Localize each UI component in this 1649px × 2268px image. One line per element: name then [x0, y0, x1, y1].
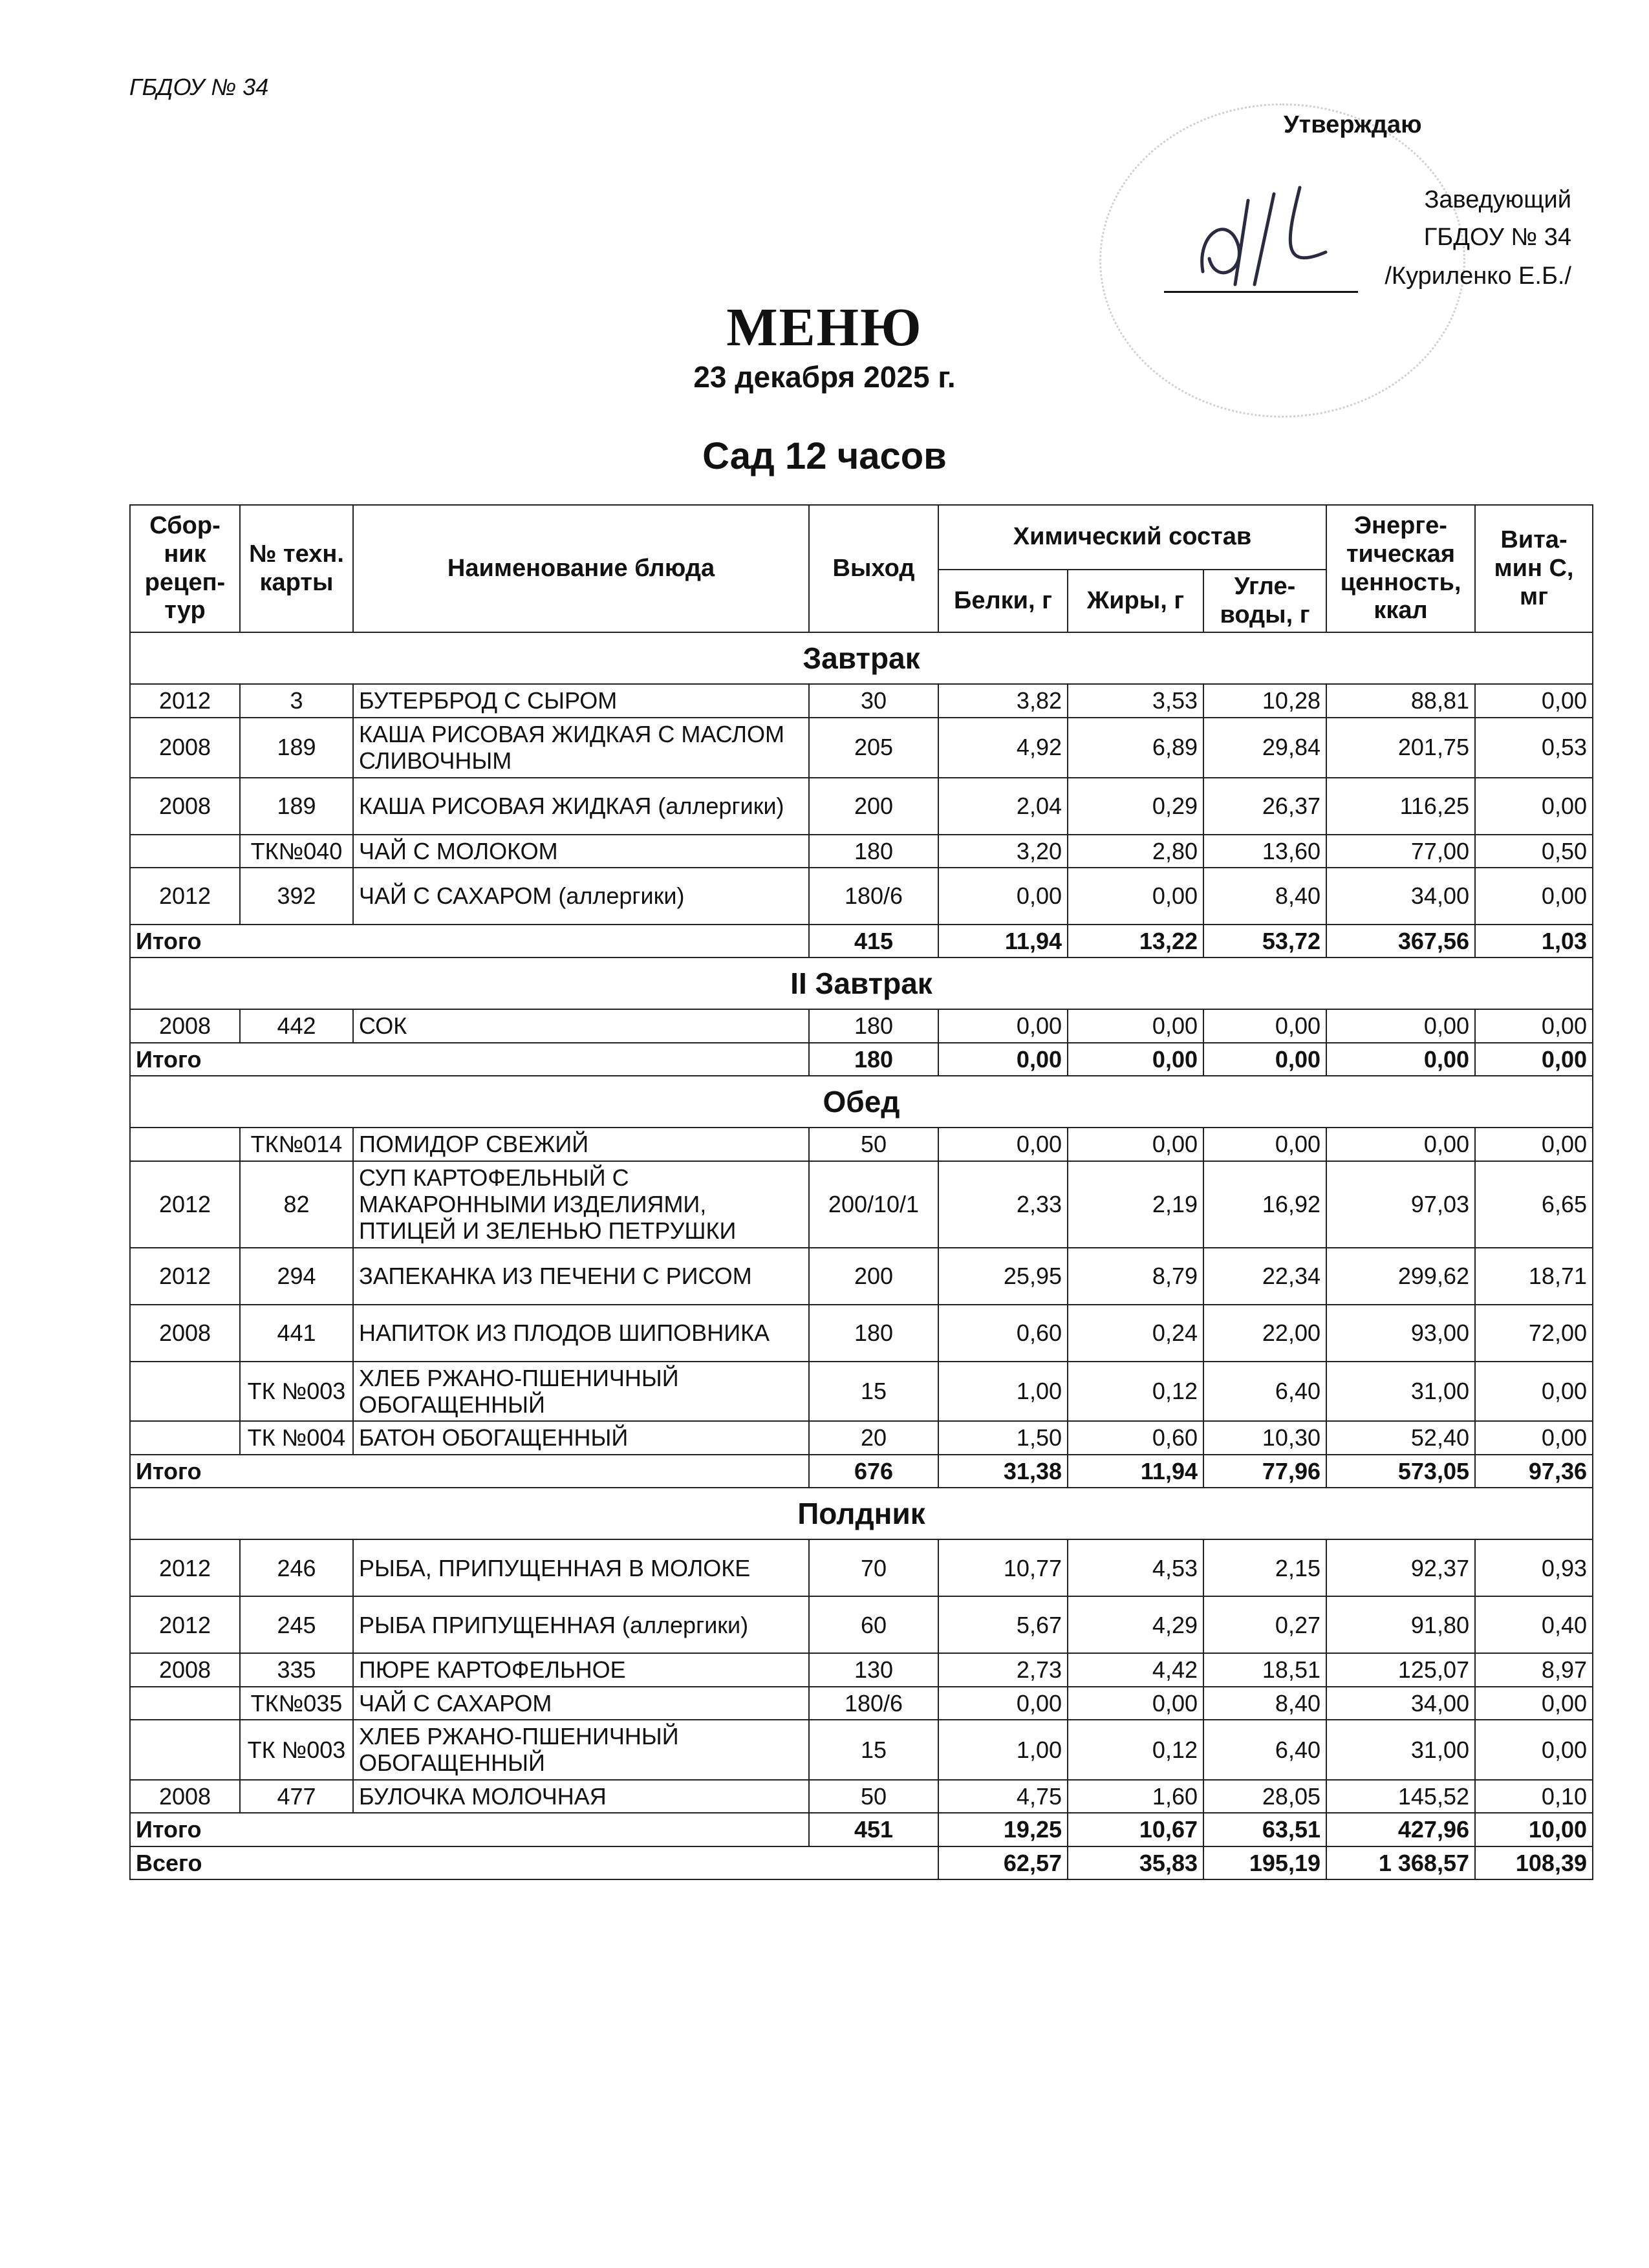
- output-value: 205: [809, 718, 938, 778]
- proteins-value: 0,00: [938, 868, 1068, 925]
- fats-value: 0,00: [1068, 1687, 1203, 1720]
- vitamin-value: 0,10: [1475, 1780, 1593, 1813]
- energy-value: 0,00: [1326, 1009, 1475, 1042]
- fats-value: 0,00: [1068, 1009, 1203, 1042]
- table-row: [130, 1596, 1593, 1653]
- energy-value: 145,52: [1326, 1780, 1475, 1813]
- tech-card: 245: [240, 1596, 353, 1653]
- recipe-collection: 2008: [130, 1009, 240, 1042]
- table-row: [130, 1720, 1593, 1780]
- grand-total-carbs: 195,19: [1203, 1846, 1326, 1879]
- total-label: Итого: [130, 925, 809, 957]
- signature: [1177, 175, 1371, 304]
- fats-value: 0,12: [1068, 1362, 1203, 1422]
- carbs-value: 22,00: [1203, 1305, 1326, 1362]
- total-vitamin: 1,03: [1475, 925, 1593, 957]
- total-label: Итого: [130, 1455, 809, 1488]
- section-title: Завтрак: [130, 632, 1593, 684]
- section-total-row: [130, 1043, 1593, 1076]
- proteins-value: 3,20: [938, 835, 1068, 868]
- tech-card: ТК №004: [240, 1421, 353, 1454]
- total-proteins: 0,00: [938, 1043, 1068, 1076]
- total-output: 451: [809, 1813, 938, 1846]
- tech-card: ТК№035: [240, 1687, 353, 1720]
- carbs-value: 13,60: [1203, 835, 1326, 868]
- menu-date: 23 декабря 2025 г.: [693, 360, 956, 394]
- tech-card: ТК №003: [240, 1362, 353, 1422]
- recipe-collection: 2012: [130, 1161, 240, 1248]
- proteins-value: 2,33: [938, 1161, 1068, 1248]
- dish-name: КАША РИСОВАЯ ЖИДКАЯ (аллергики): [353, 778, 809, 835]
- tech-card: 392: [240, 868, 353, 925]
- signature-line: [1164, 291, 1358, 293]
- total-output: 180: [809, 1043, 938, 1076]
- header-vitamin-c: Вита- мин С, мг: [1475, 505, 1593, 632]
- table-row: [130, 684, 1593, 717]
- output-value: 15: [809, 1720, 938, 1780]
- section-total-row: [130, 1455, 1593, 1488]
- output-value: 30: [809, 684, 938, 717]
- vitamin-value: 0,00: [1475, 1421, 1593, 1454]
- carbs-value: 8,40: [1203, 868, 1326, 925]
- table-row: [130, 1161, 1593, 1248]
- output-value: 180: [809, 1305, 938, 1362]
- total-output: 415: [809, 925, 938, 957]
- energy-value: 31,00: [1326, 1362, 1475, 1422]
- tech-card: 477: [240, 1780, 353, 1813]
- output-value: 50: [809, 1780, 938, 1813]
- energy-value: 91,80: [1326, 1596, 1475, 1653]
- proteins-value: 0,60: [938, 1305, 1068, 1362]
- energy-value: 93,00: [1326, 1305, 1475, 1362]
- fats-value: 2,80: [1068, 835, 1203, 868]
- dish-name: ХЛЕБ РЖАНО-ПШЕНИЧНЫЙ ОБОГАЩЕННЫЙ: [353, 1720, 809, 1780]
- vitamin-value: 0,53: [1475, 718, 1593, 778]
- output-value: 50: [809, 1128, 938, 1161]
- vitamin-value: 6,65: [1475, 1161, 1593, 1248]
- header-proteins: Белки, г: [938, 570, 1068, 632]
- fats-value: 6,89: [1068, 718, 1203, 778]
- header-dish-name: Наименование блюда: [353, 505, 809, 632]
- vitamin-value: 18,71: [1475, 1248, 1593, 1305]
- carbs-value: 26,37: [1203, 778, 1326, 835]
- recipe-collection: 2012: [130, 868, 240, 925]
- vitamin-value: 0,00: [1475, 1009, 1593, 1042]
- table-row: [130, 1653, 1593, 1686]
- page-title: МЕНЮ: [726, 297, 923, 358]
- total-proteins: 31,38: [938, 1455, 1068, 1488]
- grand-total-proteins: 62,57: [938, 1846, 1068, 1879]
- output-value: 15: [809, 1362, 938, 1422]
- tech-card: 442: [240, 1009, 353, 1042]
- section-title: Обед: [130, 1076, 1593, 1128]
- vitamin-value: 0,00: [1475, 1362, 1593, 1422]
- table-row: [130, 1128, 1593, 1161]
- proteins-value: 25,95: [938, 1248, 1068, 1305]
- carbs-value: 8,40: [1203, 1687, 1326, 1720]
- tech-card: ТК №003: [240, 1720, 353, 1780]
- section-row: [130, 632, 1593, 684]
- energy-value: 0,00: [1326, 1128, 1475, 1161]
- proteins-value: 10,77: [938, 1539, 1068, 1596]
- vitamin-value: 0,50: [1475, 835, 1593, 868]
- section-title: II Завтрак: [130, 957, 1593, 1009]
- tech-card: 189: [240, 778, 353, 835]
- carbs-value: 6,40: [1203, 1720, 1326, 1780]
- total-label: Итого: [130, 1043, 809, 1076]
- header-chemical-composition: Химический состав: [938, 505, 1326, 570]
- tech-card: ТК№040: [240, 835, 353, 868]
- output-value: 200: [809, 1248, 938, 1305]
- dish-name: РЫБА, ПРИПУЩЕННАЯ В МОЛОКЕ: [353, 1539, 809, 1596]
- energy-value: 31,00: [1326, 1720, 1475, 1780]
- section-title: Полдник: [130, 1488, 1593, 1539]
- tech-card: 3: [240, 684, 353, 717]
- recipe-collection: 2012: [130, 684, 240, 717]
- header-output: Выход: [809, 505, 938, 632]
- vitamin-value: 72,00: [1475, 1305, 1593, 1362]
- output-value: 180: [809, 835, 938, 868]
- dish-name: БУЛОЧКА МОЛОЧНАЯ: [353, 1780, 809, 1813]
- energy-value: 299,62: [1326, 1248, 1475, 1305]
- dish-name: ЧАЙ С МОЛОКОМ: [353, 835, 809, 868]
- table-row: [130, 718, 1593, 778]
- carbs-value: 0,00: [1203, 1009, 1326, 1042]
- carbs-value: 0,00: [1203, 1128, 1326, 1161]
- dish-name: НАПИТОК ИЗ ПЛОДОВ ШИПОВНИКА: [353, 1305, 809, 1362]
- vitamin-value: 0,00: [1475, 778, 1593, 835]
- total-output: 676: [809, 1455, 938, 1488]
- carbs-value: 10,30: [1203, 1421, 1326, 1454]
- grand-total-vitamin: 108,39: [1475, 1846, 1593, 1879]
- header-collection: Сбор- ник рецеп- тур: [130, 505, 240, 632]
- proteins-value: 4,92: [938, 718, 1068, 778]
- dish-name: ЧАЙ С САХАРОМ (аллергики): [353, 868, 809, 925]
- energy-value: 34,00: [1326, 1687, 1475, 1720]
- dish-name: ПОМИДОР СВЕЖИЙ: [353, 1128, 809, 1161]
- vitamin-value: 0,00: [1475, 1687, 1593, 1720]
- dish-name: ЧАЙ С САХАРОМ: [353, 1687, 809, 1720]
- table-row: [130, 1248, 1593, 1305]
- vitamin-value: 0,40: [1475, 1596, 1593, 1653]
- dish-name: СОК: [353, 1009, 809, 1042]
- recipe-collection: 2008: [130, 778, 240, 835]
- energy-value: 125,07: [1326, 1653, 1475, 1686]
- carbs-value: 28,05: [1203, 1780, 1326, 1813]
- proteins-value: 1,00: [938, 1362, 1068, 1422]
- table-row: [130, 868, 1593, 925]
- recipe-collection: 2008: [130, 1780, 240, 1813]
- table-row: [130, 1009, 1593, 1042]
- menu-table: [129, 504, 1593, 1880]
- proteins-value: 4,75: [938, 1780, 1068, 1813]
- organization-label: ГБДОУ № 34: [129, 74, 269, 100]
- header-fats: Жиры, г: [1068, 570, 1203, 632]
- total-energy: 427,96: [1326, 1813, 1475, 1846]
- table-row: [130, 778, 1593, 835]
- approve-signer-name: /Куриленко Е.Б./: [1385, 262, 1571, 290]
- proteins-value: 1,50: [938, 1421, 1068, 1454]
- fats-value: 4,42: [1068, 1653, 1203, 1686]
- fats-value: 0,24: [1068, 1305, 1203, 1362]
- total-energy: 367,56: [1326, 925, 1475, 957]
- proteins-value: 3,82: [938, 684, 1068, 717]
- tech-card: 189: [240, 718, 353, 778]
- energy-value: 52,40: [1326, 1421, 1475, 1454]
- grand-total-fats: 35,83: [1068, 1846, 1203, 1879]
- vitamin-value: 0,93: [1475, 1539, 1593, 1596]
- recipe-collection: 2008: [130, 1305, 240, 1362]
- header-carbs: Угле- воды, г: [1203, 570, 1326, 632]
- approve-organization: ГБДОУ № 34: [1423, 224, 1571, 251]
- total-proteins: 11,94: [938, 925, 1068, 957]
- table-row: [130, 1421, 1593, 1454]
- fats-value: 0,60: [1068, 1421, 1203, 1454]
- total-vitamin: 10,00: [1475, 1813, 1593, 1846]
- group-title: Сад 12 часов: [702, 435, 947, 477]
- output-value: 180/6: [809, 1687, 938, 1720]
- energy-value: 88,81: [1326, 684, 1475, 717]
- recipe-collection: [130, 1421, 240, 1454]
- total-vitamin: 0,00: [1475, 1043, 1593, 1076]
- total-fats: 11,94: [1068, 1455, 1203, 1488]
- proteins-value: 0,00: [938, 1128, 1068, 1161]
- fats-value: 0,00: [1068, 1128, 1203, 1161]
- carbs-value: 16,92: [1203, 1161, 1326, 1248]
- section-row: [130, 1488, 1593, 1539]
- dish-name: КАША РИСОВАЯ ЖИДКАЯ С МАСЛОМ СЛИВОЧНЫМ: [353, 718, 809, 778]
- total-proteins: 19,25: [938, 1813, 1068, 1846]
- carbs-value: 18,51: [1203, 1653, 1326, 1686]
- energy-value: 77,00: [1326, 835, 1475, 868]
- energy-value: 34,00: [1326, 868, 1475, 925]
- table-row: [130, 1305, 1593, 1362]
- fats-value: 1,60: [1068, 1780, 1203, 1813]
- carbs-value: 6,40: [1203, 1362, 1326, 1422]
- total-fats: 13,22: [1068, 925, 1203, 957]
- fats-value: 3,53: [1068, 684, 1203, 717]
- total-carbs: 63,51: [1203, 1813, 1326, 1846]
- fats-value: 0,00: [1068, 868, 1203, 925]
- vitamin-value: 0,00: [1475, 684, 1593, 717]
- header-energy: Энерге- тическая ценность, ккал: [1326, 505, 1475, 632]
- recipe-collection: [130, 1362, 240, 1422]
- dish-name: БУТЕРБРОД С СЫРОМ: [353, 684, 809, 717]
- header-tech-card: № техн. карты: [240, 505, 353, 632]
- proteins-value: 0,00: [938, 1687, 1068, 1720]
- section-total-row: [130, 925, 1593, 957]
- section-row: [130, 1076, 1593, 1128]
- recipe-collection: [130, 1720, 240, 1780]
- fats-value: 4,53: [1068, 1539, 1203, 1596]
- output-value: 70: [809, 1539, 938, 1596]
- vitamin-value: 0,00: [1475, 1720, 1593, 1780]
- output-value: 200: [809, 778, 938, 835]
- total-energy: 573,05: [1326, 1455, 1475, 1488]
- total-label: Итого: [130, 1813, 809, 1846]
- carbs-value: 0,27: [1203, 1596, 1326, 1653]
- fats-value: 4,29: [1068, 1596, 1203, 1653]
- total-fats: 10,67: [1068, 1813, 1203, 1846]
- output-value: 20: [809, 1421, 938, 1454]
- tech-card: 441: [240, 1305, 353, 1362]
- fats-value: 2,19: [1068, 1161, 1203, 1248]
- dish-name: СУП КАРТОФЕЛЬНЫЙ С МАКАРОННЫМИ ИЗДЕЛИЯМИ, ПТИЦЕЙ И ЗЕЛЕНЬЮ ПЕТРУШКИ: [353, 1161, 809, 1248]
- dish-name: ЗАПЕКАНКА ИЗ ПЕЧЕНИ С РИСОМ: [353, 1248, 809, 1305]
- approve-title: Утверждаю: [1284, 111, 1422, 138]
- approve-position: Заведующий: [1424, 186, 1571, 213]
- total-vitamin: 97,36: [1475, 1455, 1593, 1488]
- carbs-value: 22,34: [1203, 1248, 1326, 1305]
- tech-card: 82: [240, 1161, 353, 1248]
- output-value: 200/10/1: [809, 1161, 938, 1248]
- recipe-collection: [130, 1687, 240, 1720]
- table-row: [130, 1780, 1593, 1813]
- table-row: [130, 1362, 1593, 1422]
- total-carbs: 77,96: [1203, 1455, 1326, 1488]
- recipe-collection: 2008: [130, 1653, 240, 1686]
- output-value: 130: [809, 1653, 938, 1686]
- dish-name: ХЛЕБ РЖАНО-ПШЕНИЧНЫЙ ОБОГАЩЕННЫЙ: [353, 1362, 809, 1422]
- grand-total-label: Всего: [130, 1846, 938, 1879]
- proteins-value: 5,67: [938, 1596, 1068, 1653]
- fats-value: 0,29: [1068, 778, 1203, 835]
- dish-name: ПЮРЕ КАРТОФЕЛЬНОЕ: [353, 1653, 809, 1686]
- section-total-row: [130, 1813, 1593, 1846]
- recipe-collection: 2012: [130, 1539, 240, 1596]
- proteins-value: 1,00: [938, 1720, 1068, 1780]
- section-row: [130, 957, 1593, 1009]
- vitamin-value: 0,00: [1475, 868, 1593, 925]
- energy-value: 92,37: [1326, 1539, 1475, 1596]
- dish-name: РЫБА ПРИПУЩЕННАЯ (аллергики): [353, 1596, 809, 1653]
- dish-name: БАТОН ОБОГАЩЕННЫЙ: [353, 1421, 809, 1454]
- output-value: 180/6: [809, 868, 938, 925]
- tech-card: 335: [240, 1653, 353, 1686]
- fats-value: 0,12: [1068, 1720, 1203, 1780]
- recipe-collection: [130, 835, 240, 868]
- energy-value: 97,03: [1326, 1161, 1475, 1248]
- total-energy: 0,00: [1326, 1043, 1475, 1076]
- vitamin-value: 0,00: [1475, 1128, 1593, 1161]
- recipe-collection: 2008: [130, 718, 240, 778]
- recipe-collection: 2012: [130, 1248, 240, 1305]
- total-carbs: 0,00: [1203, 1043, 1326, 1076]
- output-value: 180: [809, 1009, 938, 1042]
- carbs-value: 29,84: [1203, 718, 1326, 778]
- proteins-value: 2,73: [938, 1653, 1068, 1686]
- output-value: 60: [809, 1596, 938, 1653]
- tech-card: 294: [240, 1248, 353, 1305]
- fats-value: 8,79: [1068, 1248, 1203, 1305]
- total-carbs: 53,72: [1203, 925, 1326, 957]
- vitamin-value: 8,97: [1475, 1653, 1593, 1686]
- proteins-value: 2,04: [938, 778, 1068, 835]
- carbs-value: 10,28: [1203, 684, 1326, 717]
- recipe-collection: [130, 1128, 240, 1161]
- energy-value: 116,25: [1326, 778, 1475, 835]
- table-row: [130, 1687, 1593, 1720]
- recipe-collection: 2012: [130, 1596, 240, 1653]
- energy-value: 201,75: [1326, 718, 1475, 778]
- table-row: [130, 1539, 1593, 1596]
- proteins-value: 0,00: [938, 1009, 1068, 1042]
- carbs-value: 2,15: [1203, 1539, 1326, 1596]
- grand-total-energy: 1 368,57: [1326, 1846, 1475, 1879]
- tech-card: 246: [240, 1539, 353, 1596]
- total-fats: 0,00: [1068, 1043, 1203, 1076]
- table-row: [130, 835, 1593, 868]
- tech-card: ТК№014: [240, 1128, 353, 1161]
- grand-total-row: [130, 1846, 1593, 1879]
